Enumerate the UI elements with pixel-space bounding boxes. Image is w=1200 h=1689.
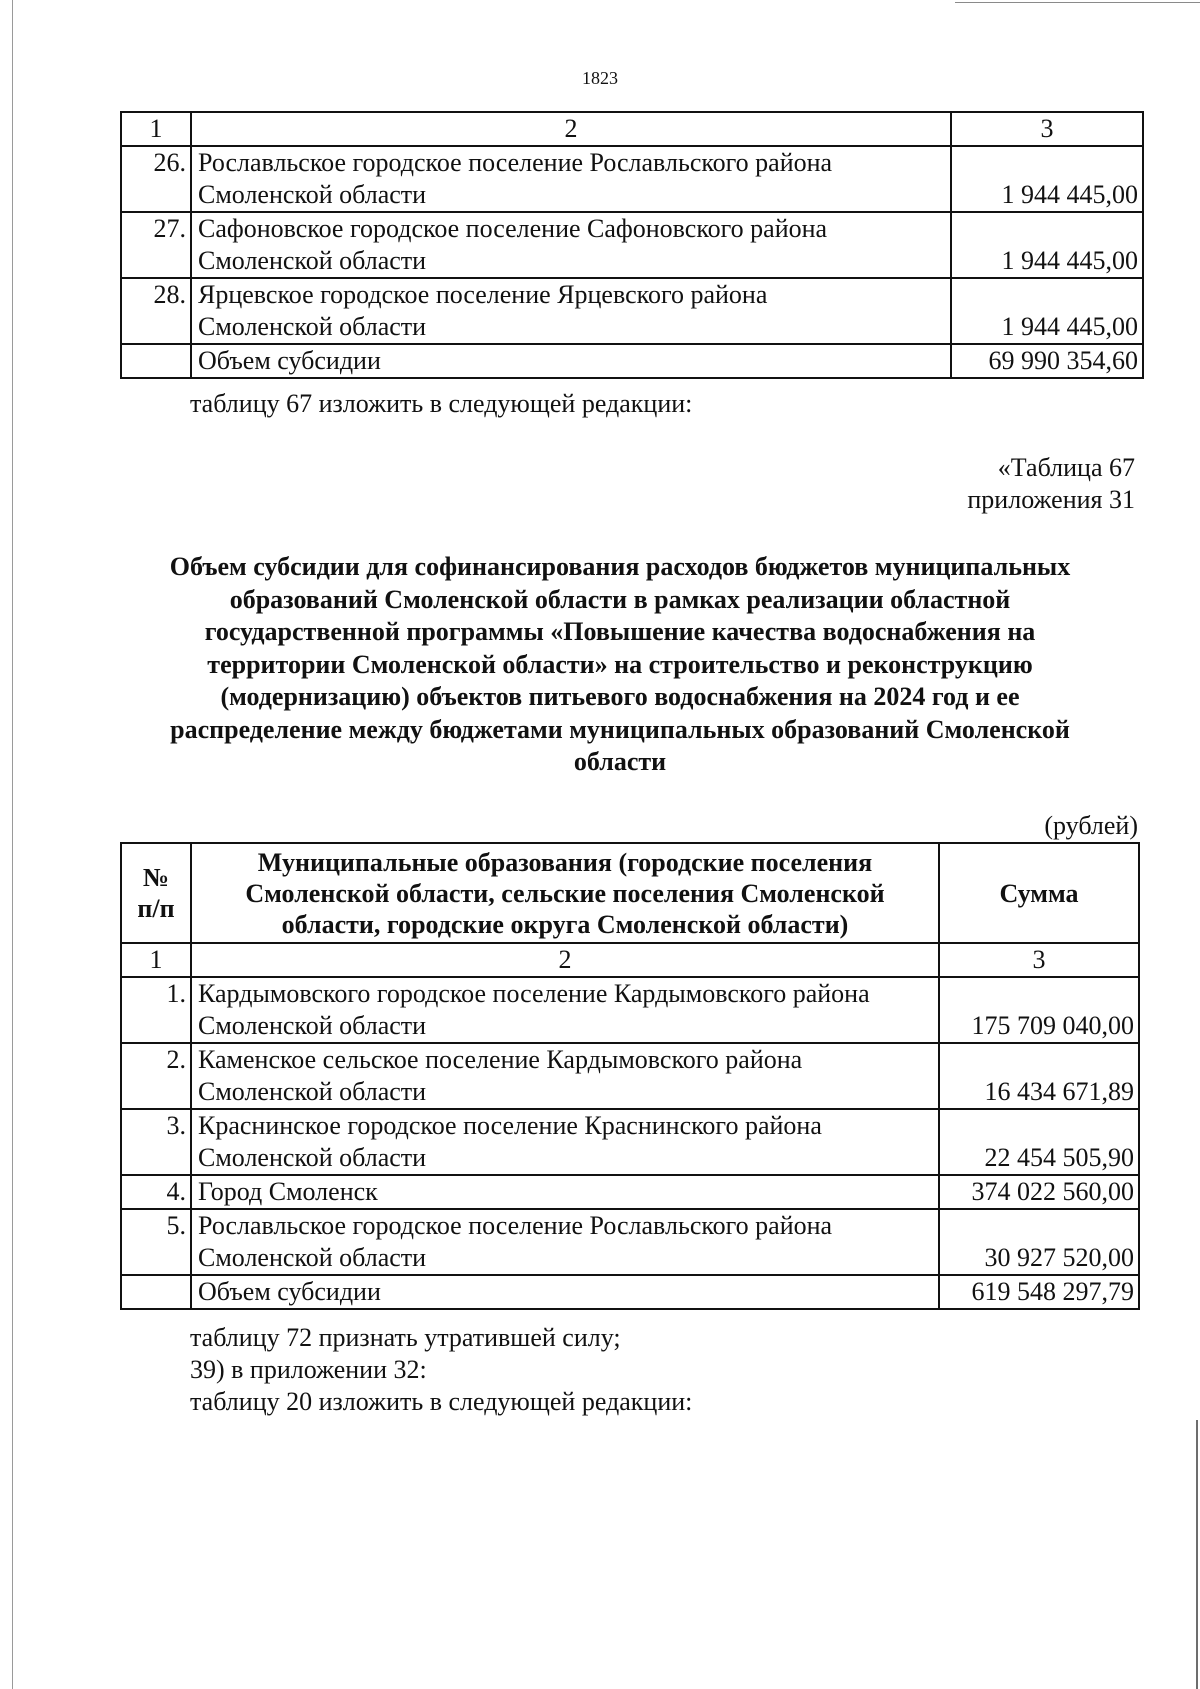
name-line: Смоленской области	[198, 1077, 427, 1106]
table-index-row	[121, 943, 1139, 977]
table-row	[121, 977, 1139, 1043]
municipality-name: Город Смоленск	[191, 1175, 939, 1209]
header-line: Муниципальные образования (городские поселения	[257, 847, 873, 877]
index-cell: 3	[939, 943, 1139, 977]
paragraph-table72: таблицу 72 признать утратившей силу;	[190, 1323, 621, 1352]
name-line: Сафоновское городское поселение Сафоновского района	[198, 214, 828, 243]
row-number: 26.	[121, 146, 191, 212]
amount-cell: 1 944 445,00	[951, 212, 1143, 278]
amount-cell: 374 022 560,00	[939, 1175, 1139, 1209]
table-header-row	[121, 843, 1139, 943]
continuation-table	[120, 111, 1144, 379]
table-row	[121, 1175, 1139, 1209]
paragraph-table20: таблицу 20 изложить в следующей редакции:	[190, 1387, 693, 1416]
index-cell: 1	[121, 112, 191, 146]
name-line: Смоленской области	[198, 1011, 427, 1040]
row-number: 2.	[121, 1043, 191, 1109]
table-caption-number: «Таблица 67	[997, 453, 1135, 482]
table-caption-appendix: приложения 31	[967, 485, 1135, 514]
total-row	[121, 1275, 1139, 1309]
row-number: 28.	[121, 278, 191, 344]
empty-cell	[121, 1275, 191, 1309]
title-line: Объем субсидии для софинансирования расходов бюджетов муниципальных	[169, 552, 1071, 581]
amount-cell: 1 944 445,00	[951, 146, 1143, 212]
municipality-name	[191, 1043, 939, 1109]
title-line: (модернизацию) объектов питьевого водоснабжения на 2024 год и ее	[220, 682, 1020, 711]
units-label: (рублей)	[1044, 811, 1138, 840]
amount-cell: 30 927 520,00	[939, 1209, 1139, 1275]
header-amount: Сумма	[939, 843, 1139, 943]
municipality-name	[191, 146, 951, 212]
subsidy-table	[120, 842, 1140, 1310]
title-line: государственной программы «Повышение качества водоснабжения на	[204, 617, 1036, 646]
header-line: Смоленской области, сельские поселения Смоленской	[245, 878, 885, 908]
row-number: 5.	[121, 1209, 191, 1275]
empty-cell	[121, 344, 191, 378]
total-row	[121, 344, 1143, 378]
index-cell: 1	[121, 943, 191, 977]
page-number: 1823	[582, 68, 618, 88]
municipality-name	[191, 212, 951, 278]
document-title	[130, 551, 1110, 779]
name-line: Смоленской области	[198, 1143, 427, 1172]
total-amount: 69 990 354,60	[951, 344, 1143, 378]
header-line: области, городские округа Смоленской области)	[281, 909, 849, 939]
header-line: п/п	[137, 894, 175, 923]
table-row	[121, 1109, 1139, 1175]
table-row	[121, 278, 1143, 344]
municipality-name	[191, 278, 951, 344]
row-number: 27.	[121, 212, 191, 278]
header-municipality	[191, 843, 939, 943]
paragraph-appendix32: 39) в приложении 32:	[190, 1355, 427, 1384]
name-line: Кардымовского городское поселение Кардымовского района	[198, 979, 870, 1008]
row-number: 4.	[121, 1175, 191, 1209]
row-number: 3.	[121, 1109, 191, 1175]
title-line: распределение между бюджетами муниципальных образований Смоленской	[170, 714, 1070, 744]
index-cell: 3	[951, 112, 1143, 146]
municipality-name	[191, 1209, 939, 1275]
title-line: области	[573, 747, 667, 776]
name-line: Смоленской области	[198, 1243, 427, 1272]
table-index-row	[121, 112, 1143, 146]
index-cell: 2	[191, 112, 951, 146]
amount-cell: 1 944 445,00	[951, 278, 1143, 344]
title-line: образований Смоленской области в рамках реализации областной	[229, 584, 1011, 614]
name-line: Каменское сельское поселение Кардымовского района	[198, 1045, 803, 1074]
amount-cell: 16 434 671,89	[939, 1043, 1139, 1109]
amount-cell: 22 454 505,90	[939, 1109, 1139, 1175]
municipality-name	[191, 977, 939, 1043]
name-line: Ярцевское городское поселение Ярцевского района	[198, 280, 768, 309]
total-label: Объем субсидии	[191, 344, 951, 378]
name-line: Смоленской области	[198, 180, 427, 209]
row-number: 1.	[121, 977, 191, 1043]
table-row	[121, 146, 1143, 212]
total-amount: 619 548 297,79	[939, 1275, 1139, 1309]
amount-cell: 175 709 040,00	[939, 977, 1139, 1043]
scan-border-left	[12, 0, 13, 1689]
table-row	[121, 212, 1143, 278]
scan-border-top	[955, 2, 1200, 3]
municipality-name	[191, 1109, 939, 1175]
header-number	[121, 843, 191, 943]
scan-border-right	[1196, 1420, 1198, 1689]
table-row	[121, 1209, 1139, 1275]
total-label: Объем субсидии	[191, 1275, 939, 1309]
name-line: Смоленской области	[198, 312, 427, 341]
name-line: Смоленской области	[198, 246, 427, 275]
name-line: Рославльское городское поселение Рославльского района	[198, 1211, 833, 1240]
header-line: №	[142, 863, 170, 892]
index-cell: 2	[191, 943, 939, 977]
name-line: Краснинское городское поселение Краснинского района	[198, 1111, 822, 1140]
title-line: территории Смоленской области» на строительство и реконструкцию	[207, 649, 1033, 679]
paragraph-table67: таблицу 67 изложить в следующей редакции:	[190, 389, 693, 418]
table-row	[121, 1043, 1139, 1109]
name-line: Рославльское городское поселение Рославльского района	[198, 148, 833, 177]
